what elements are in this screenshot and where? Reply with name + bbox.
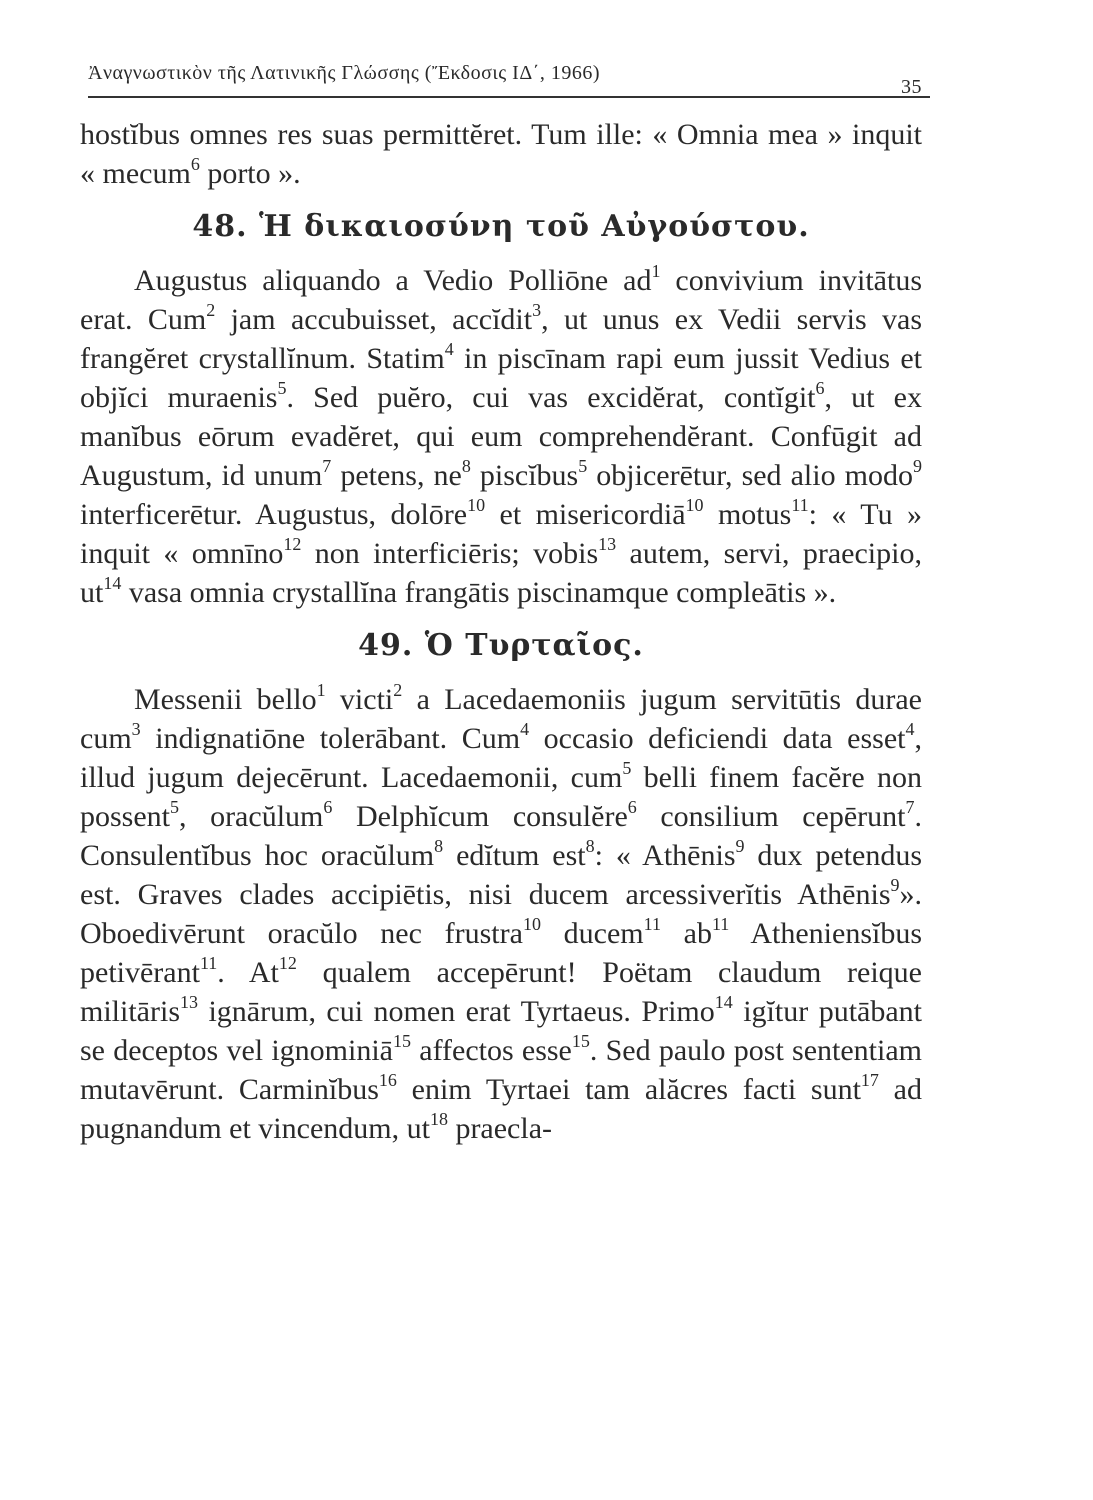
text-run: . Sed paulo post sententiam mutavērunt. Carminĭbus xyxy=(80,1034,922,1106)
text-run: igĭtur putābant se deceptos vel ignominiā xyxy=(80,995,922,1067)
text-run: . At xyxy=(217,956,279,989)
footnote-ref: 14 xyxy=(103,573,122,593)
footnote-ref: 8 xyxy=(434,836,444,856)
text-run: hostĭbus omnes res suas permittĕret. Tum ille: « Omnia mea » inquit « mecum xyxy=(80,118,922,190)
text-run: interficerētur. Augustus, dolōre xyxy=(80,498,468,531)
footnote-ref: 14 xyxy=(714,992,733,1012)
text-run: objicerētur, sed alio modo xyxy=(587,459,913,492)
page-body xyxy=(80,115,922,1148)
text-run: Delphĭcum consulĕre xyxy=(332,800,628,833)
text-run: ducem xyxy=(540,917,644,950)
text-run: qualem accepērunt! Poëtam claudum reique militāris xyxy=(80,956,922,1028)
footnote-ref: 5 xyxy=(277,378,287,398)
footnote-ref: 7 xyxy=(322,456,332,476)
footnote-ref: 11 xyxy=(791,495,809,515)
book-title: Ἀναγνωστικὸν τῆς Λατινικῆς Γλώσσης (Ἔκδοσις ΙΔ΄, 1966) xyxy=(88,62,601,84)
text-run: , illud jugum dejecērunt. Lacedaemonii, cum xyxy=(80,722,922,794)
text-run: indignatiōne tolerābant. Cum xyxy=(140,722,521,755)
footnote-ref: 1 xyxy=(316,680,326,700)
footnote-ref: 11 xyxy=(199,953,218,973)
footnote-ref: 10 xyxy=(467,495,486,515)
footnote-ref: 16 xyxy=(378,1070,397,1090)
text-run: enim Tyrtaei tam alăcres facti sunt xyxy=(396,1073,861,1106)
footnote-ref: 12 xyxy=(278,953,297,973)
text-run: consilium cepērunt xyxy=(636,800,906,833)
footnote-ref: 10 xyxy=(522,914,541,934)
footnote-ref: 3 xyxy=(131,719,141,739)
text-run: non interficiēris; vobis xyxy=(301,537,599,570)
footnote-ref: 6 xyxy=(323,797,333,817)
text-run: et misericordiā xyxy=(485,498,686,531)
text-run: . Consulentĭbus hoc oracŭlum xyxy=(80,800,923,872)
footnote-ref: 3 xyxy=(532,300,542,320)
text-run: porto ». xyxy=(199,157,301,190)
footnote-ref: 5 xyxy=(170,797,179,817)
paragraph-49 xyxy=(80,680,922,1148)
running-header xyxy=(88,56,930,98)
text-run: vasa omnia crystallĭna frangātis piscinamque compleātis ». xyxy=(121,576,837,609)
footnote-ref: 5 xyxy=(578,456,588,476)
footnote-ref: 6 xyxy=(190,154,200,174)
footnote-ref: 8 xyxy=(585,836,595,856)
text-run: a Lacedaemoniis jugum servitūtis durae cum xyxy=(80,683,923,755)
footnote-ref: 2 xyxy=(393,680,403,700)
footnote-ref: 4 xyxy=(444,339,454,359)
text-run: autem, servi, praecipio, ut xyxy=(80,537,922,609)
text-run: belli finem facĕre non possent xyxy=(80,761,922,833)
text-run: occasio deficiendi data esset xyxy=(529,722,906,755)
text-run: , oracŭlum xyxy=(179,800,324,833)
text-run: : « Tu » inquit « omnīno xyxy=(80,498,922,570)
footnote-ref: 7 xyxy=(905,797,915,817)
text-run: Atheniensĭbus petivērant xyxy=(80,917,923,989)
footnote-ref: 11 xyxy=(711,914,730,934)
text-run: ab xyxy=(660,917,712,950)
footnote-ref: 2 xyxy=(206,300,216,320)
footnote-ref: 8 xyxy=(461,456,471,476)
footnote-ref: 6 xyxy=(815,378,825,398)
text-run: Augustus aliquando a Vedio Polliōne ad xyxy=(134,264,652,297)
section-heading-48: 48. Ἡ δικαιοσύνη τοῦ Αὐγούστου. xyxy=(192,209,810,244)
footnote-ref: 11 xyxy=(643,914,661,934)
footnote-ref: 1 xyxy=(651,261,661,281)
footnote-ref: 9 xyxy=(912,456,922,476)
text-run: praecla- xyxy=(447,1112,553,1145)
footnote-ref: 5 xyxy=(622,758,632,778)
text-run: ». Oboedivērunt oracŭlo nec frustra xyxy=(80,878,922,950)
text-run: piscĭbus xyxy=(470,459,579,492)
text-run: in piscīnam rapi eum jussit Vedius et objĭci muraenis xyxy=(80,342,922,414)
text-run: , ut unus ex Vedii servis vas frangĕret crystallĭnum. Statim xyxy=(80,303,923,375)
footnote-ref: 10 xyxy=(685,495,704,515)
footnote-ref: 6 xyxy=(627,797,637,817)
text-run: affectos esse xyxy=(411,1034,572,1067)
footnote-ref: 12 xyxy=(283,534,302,554)
text-run: ad pugnandum et vincendum, ut xyxy=(80,1073,922,1145)
footnote-ref: 13 xyxy=(180,992,198,1012)
text-run: dux petendus est. Graves clades accipiētis, nisi ducem arcessiverĭtis Athēnis xyxy=(80,839,922,911)
text-run: , ut ex manĭbus eōrum evadĕret, qui eum comprehendĕrant. Confūgit ad Augustum, id unum xyxy=(80,381,923,492)
footnote-ref: 4 xyxy=(905,719,915,739)
footnote-ref: 9 xyxy=(735,836,745,856)
footnote-ref: 17 xyxy=(860,1070,879,1090)
text-run: victi xyxy=(325,683,394,716)
section-heading-49: 49. Ὁ Τυρταῖος. xyxy=(358,628,644,663)
text-run: motus xyxy=(703,498,792,531)
text-run: : « Athēnis xyxy=(594,839,736,872)
continued-paragraph xyxy=(80,115,922,193)
footnote-ref: 4 xyxy=(520,719,530,739)
footnote-ref: 18 xyxy=(429,1109,448,1129)
text-run: . Sed puĕro, cui vas excidĕrat, contĭgit xyxy=(286,381,816,414)
text-run: ignārum, cui nomen erat Tyrtaeus. Primo xyxy=(198,995,715,1028)
text-run: petens, ne xyxy=(331,459,462,492)
footnote-ref: 13 xyxy=(598,534,617,554)
paragraph-48 xyxy=(80,261,922,612)
text-run: Messenii bello xyxy=(134,683,317,716)
text-run: jam accubuisset, accĭdit xyxy=(215,303,533,336)
footnote-ref: 15 xyxy=(393,1031,411,1051)
text-run: convivium invitātus erat. Cum xyxy=(80,264,923,336)
text-run: edĭtum est xyxy=(443,839,586,872)
footnote-ref: 9 xyxy=(890,875,900,895)
footnote-ref: 15 xyxy=(571,1031,590,1051)
page-number: 35 xyxy=(901,76,922,98)
